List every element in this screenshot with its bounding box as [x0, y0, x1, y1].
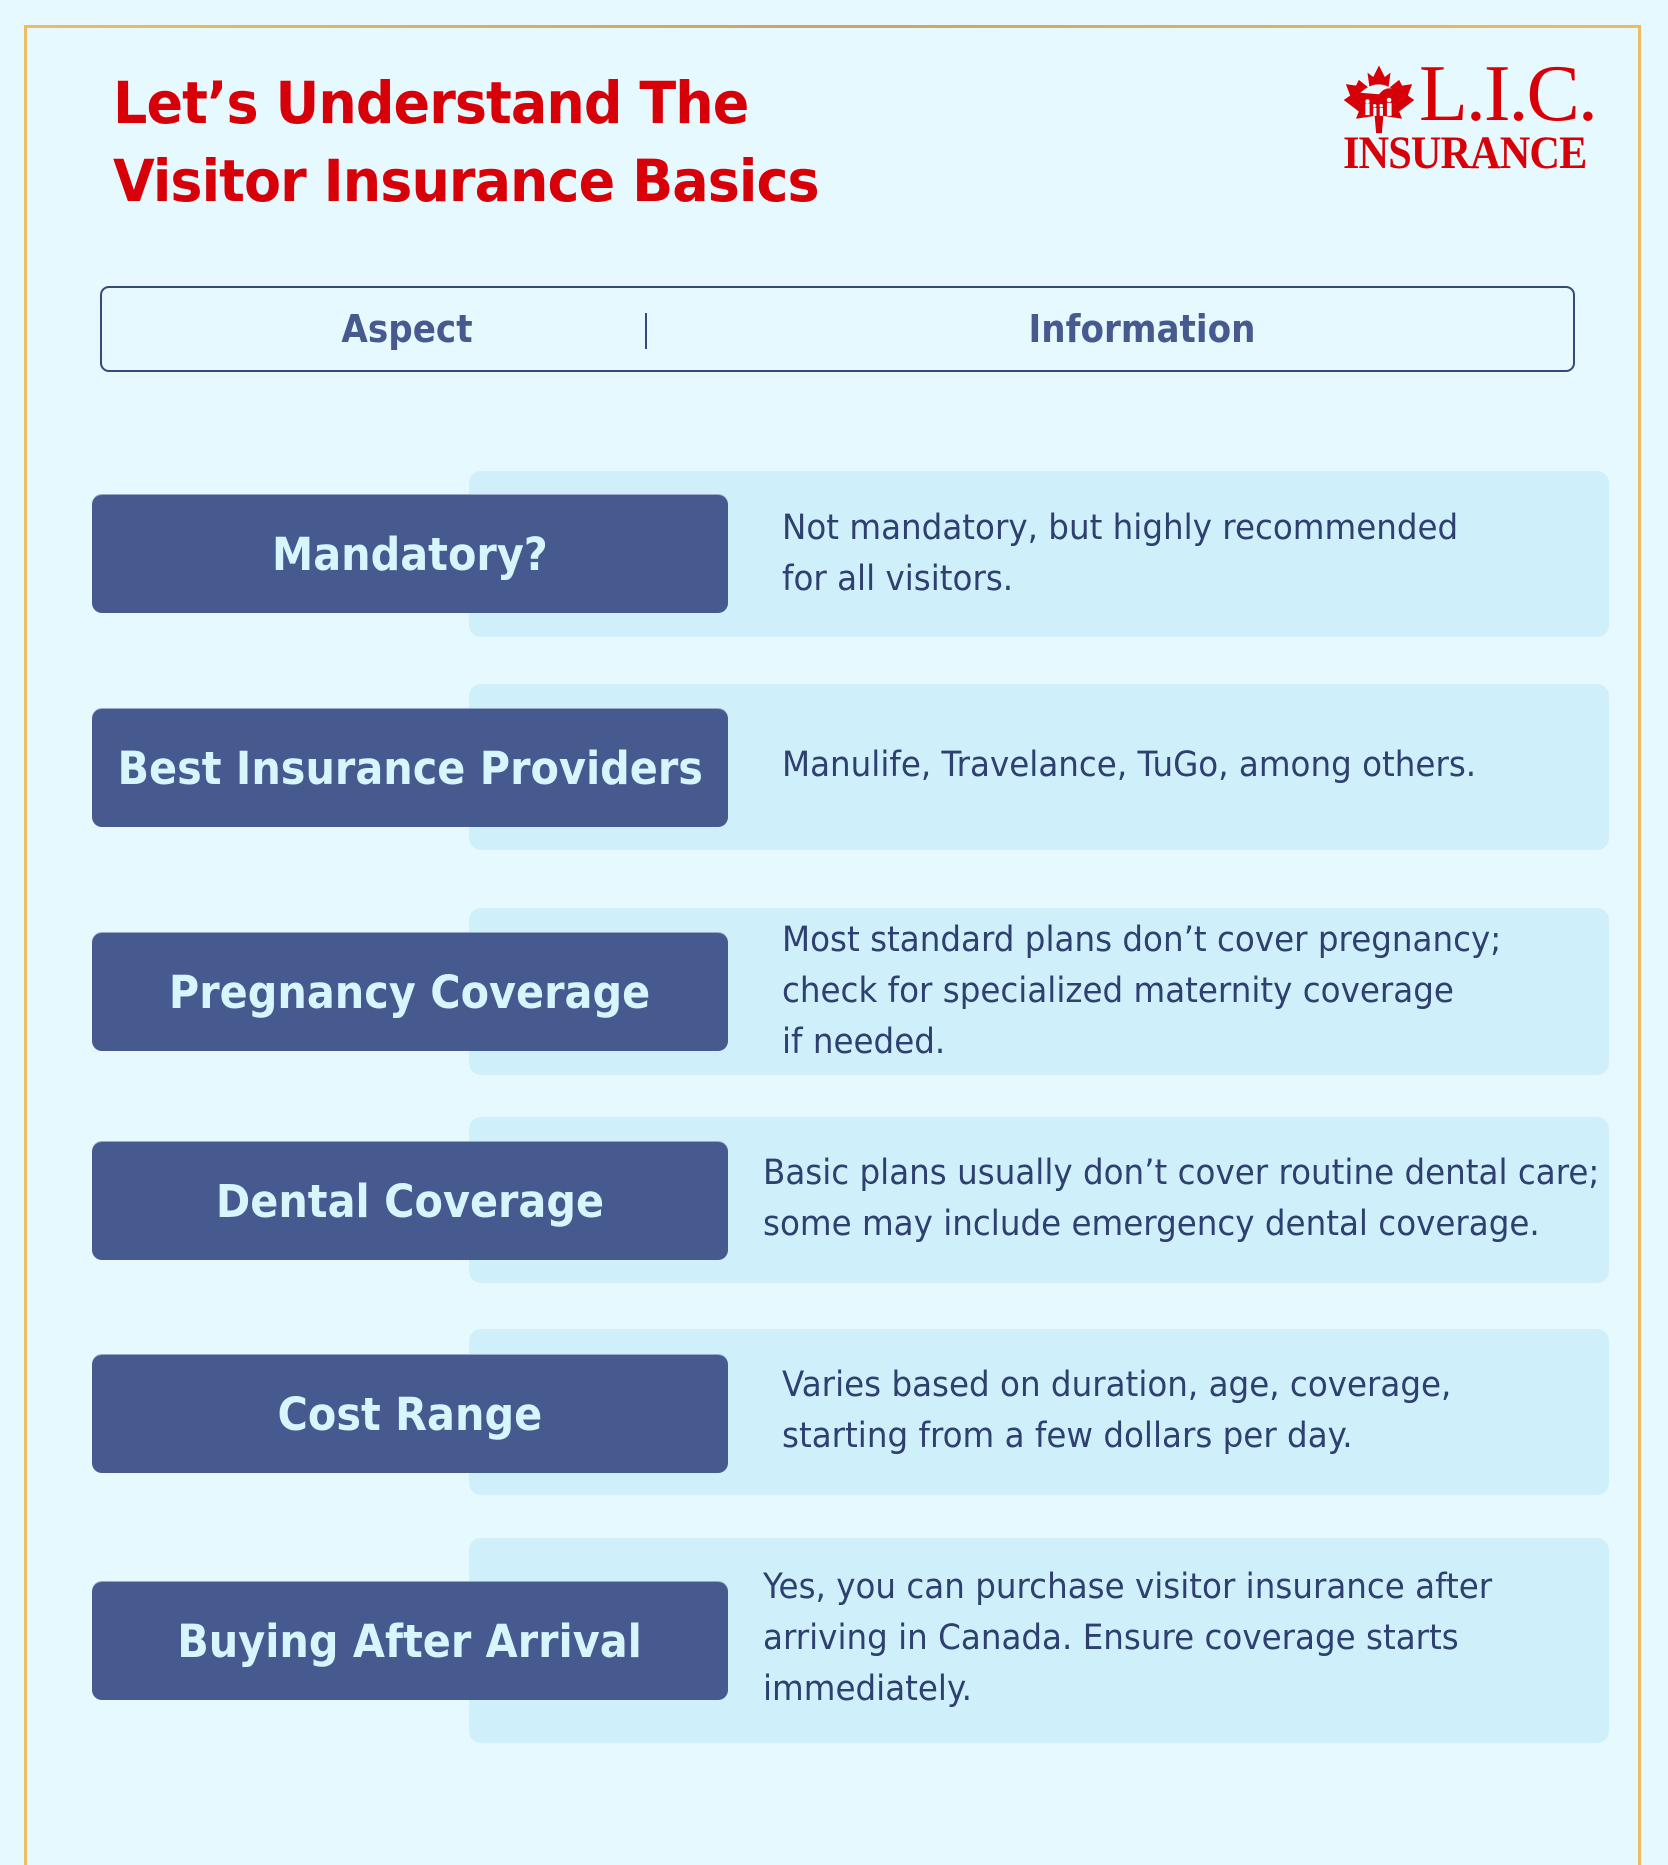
- info-text: [763, 1562, 1492, 1715]
- info-line: check for specialized maternity coverage: [782, 971, 1454, 1011]
- info-line: some may include emergency dental coverage.: [763, 1204, 1540, 1244]
- info-text: [782, 740, 1476, 791]
- column-header-information: Information: [1028, 307, 1256, 351]
- logo-wordmark: INSURANCE: [1343, 127, 1587, 179]
- info-line: Not mandatory, but highly recommended: [782, 508, 1459, 548]
- aspect-label: Buying After Arrival: [177, 1614, 643, 1668]
- aspect-label: Mandatory?: [272, 527, 548, 581]
- info-line: if needed.: [782, 1022, 946, 1062]
- info-line: Yes, you can purchase visitor insurance after: [763, 1567, 1493, 1607]
- aspect-cell: [92, 709, 728, 827]
- info-line: Most standard plans don’t cover pregnancy;: [782, 920, 1502, 960]
- info-line: immediately.: [763, 1669, 972, 1709]
- page-title: [113, 64, 819, 220]
- aspect-label: Pregnancy Coverage: [169, 965, 651, 1019]
- aspect-label: Dental Coverage: [215, 1174, 605, 1228]
- info-text: [763, 1148, 1599, 1250]
- info-text: [782, 1360, 1451, 1462]
- aspect-cell: [92, 933, 728, 1051]
- lic-insurance-logo: [1343, 50, 1611, 179]
- table-header: [100, 286, 1575, 372]
- info-line: for all visitors.: [782, 559, 1014, 599]
- info-line: Basic plans usually don’t cover routine dental care;: [763, 1153, 1600, 1193]
- aspect-label: Best Insurance Providers: [117, 741, 703, 795]
- info-line: arriving in Canada. Ensure coverage starts: [763, 1618, 1459, 1658]
- title-line-1: Let’s Understand The: [113, 69, 749, 137]
- maple-leaf-family-umbrella-icon: [1343, 64, 1415, 136]
- info-line: Varies based on duration, age, coverage,: [782, 1365, 1452, 1405]
- aspect-label: Cost Range: [277, 1387, 543, 1441]
- title-line-2: Visitor Insurance Basics: [113, 147, 819, 215]
- info-line: Manulife, Travelance, TuGo, among others.: [782, 745, 1477, 785]
- logo-mark: L.I.C.: [1419, 50, 1596, 138]
- aspect-cell: [92, 1142, 728, 1260]
- header-divider: [645, 313, 647, 349]
- info-line: starting from a few dollars per day.: [782, 1416, 1353, 1456]
- info-text: [782, 503, 1458, 605]
- aspect-cell: [92, 1582, 728, 1700]
- aspect-cell: [92, 1355, 728, 1473]
- info-text: [782, 915, 1501, 1068]
- aspect-cell: [92, 495, 728, 613]
- column-header-aspect: Aspect: [341, 307, 473, 351]
